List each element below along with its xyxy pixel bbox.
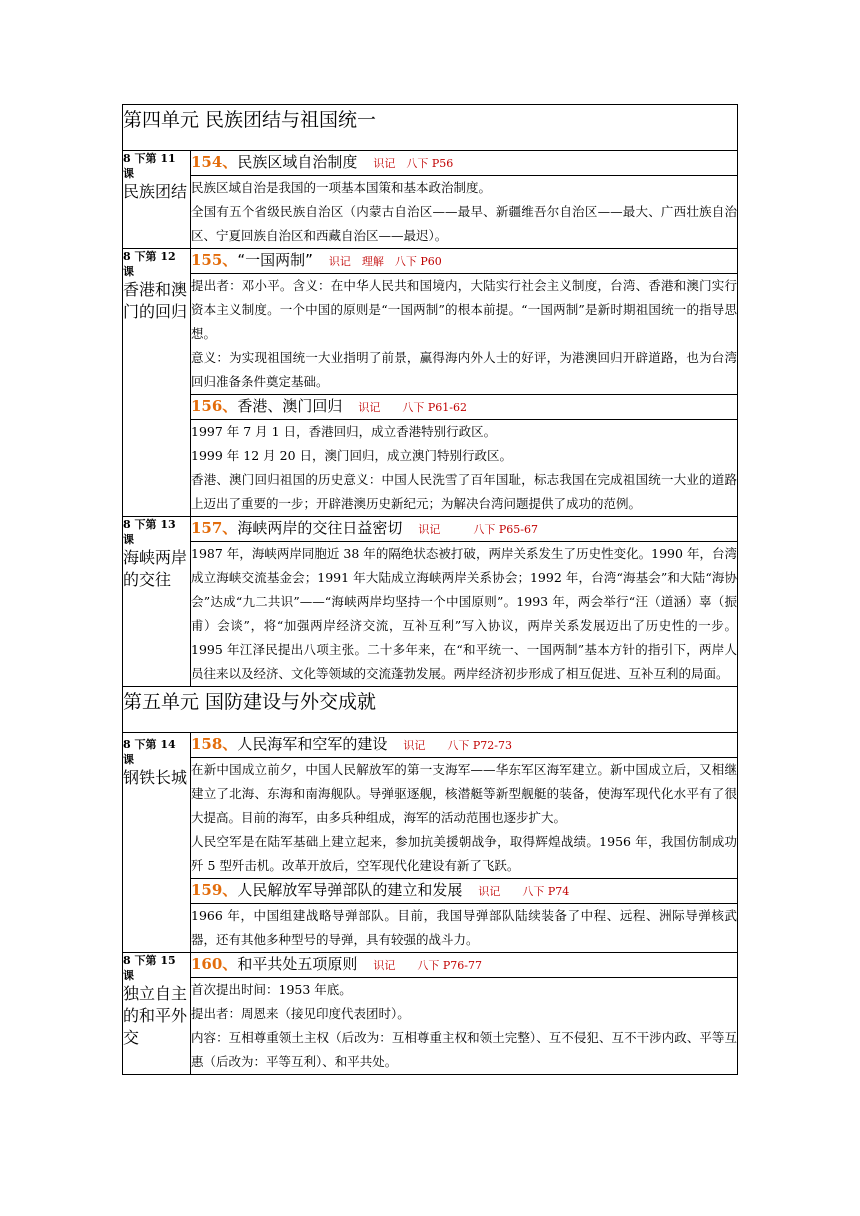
item-heading: [191, 151, 738, 176]
item-heading: [191, 733, 738, 758]
item-title: 人民解放军导弹部队的建立和发展: [237, 881, 463, 899]
item-tag: 识记 八下 P61-62: [358, 401, 467, 414]
item-heading: [191, 879, 738, 904]
item-title: 香港、澳门回归: [237, 397, 343, 415]
unit-title: 第五单元 国防建设与外交成就: [123, 687, 738, 733]
lesson-title: 独立自主的和平外交: [123, 984, 188, 1047]
item-heading: [191, 395, 738, 420]
lesson-number: 8 下第 11 课: [123, 152, 176, 180]
lesson-cell: [123, 151, 191, 249]
knowledge-table: [122, 104, 738, 1075]
content-line: 在新中国成立前夕，中国人民解放军的第一支海军——华东军区海军建立。新中国成立后，又相继建立了北海、东海和南海舰队。导弹驱逐舰，核潜艇等新型舰艇的装备，使海军现代化水平有了很大提高。目前的海军，由多兵种组成，海军的活动范围也逐步扩大。: [191, 762, 737, 825]
item-content: [191, 542, 738, 687]
item-tag: 识记 理解 八下 P60: [328, 255, 442, 268]
lesson-number: 8 下第 14 课: [123, 738, 176, 766]
item-heading: [191, 249, 738, 274]
unit-title: 第四单元 民族团结与祖国统一: [123, 105, 738, 151]
content-line: 1999 年 12 月 20 日，澳门回归，成立澳门特别行政区。: [191, 448, 512, 463]
item-number: 158、: [191, 735, 238, 753]
lesson-cell: [123, 733, 191, 953]
lesson-title: 海峡两岸的交往: [123, 548, 188, 589]
item-heading: [191, 517, 738, 542]
content-line: 意义：为实现祖国统一大业指明了前景，赢得海内外人士的好评，为港澳回归开辟道路，也为台湾回归准备条件奠定基础。: [191, 350, 737, 389]
content-line: 提出者：周恩来（接见印度代表团时）。: [191, 1006, 410, 1021]
item-content: [191, 176, 738, 249]
item-heading: [191, 953, 738, 978]
content-line: 1987 年，海峡两岸同胞近 38 年的隔绝状态被打破，两岸关系发生了历史性变化。1990 年，台湾成立海峡交流基金会；1991 年大陆成立海峡两岸关系协会；1992 年，台湾“海基会”和大陆“海协会”达成“九二共识”——“海峡两岸均坚持一个中国原则”。1993 年，两会举行“汪（道涵）辜（振甫）会谈”，将“加强两岸经济交流，互补互利”写入协议，两岸关系发展迈出了历史性的一步。1995 年江泽民提出八项主张。二十多年来，在“和平统一、一国两制”基本方针的指引下，两岸人员往来以及经济、文化等领域的交流蓬勃发展。两岸经济初步形成了相互促进、互补互利的局面。: [191, 546, 737, 681]
item-title: 人民海军和空军的建设: [237, 735, 388, 753]
lesson-cell: [123, 517, 191, 687]
content-line: 首次提出时间：1953 年底。: [191, 982, 352, 997]
lesson-title: 钢铁长城: [123, 768, 188, 787]
item-tag: 识记 八下 P65-67: [418, 523, 538, 536]
content-line: 全国有五个省级民族自治区（内蒙古自治区——最早、新疆维吾尔自治区——最大、广西壮族自治区、宁夏回族自治区和西藏自治区——最迟）。: [191, 204, 737, 243]
item-tag: 识记 八下 P76-77: [373, 959, 482, 972]
item-tag: 识记 八下 P56: [373, 157, 454, 170]
lesson-title: 民族团结: [123, 182, 188, 201]
item-number: 160、: [191, 955, 238, 973]
content-line: 人民空军是在陆军基础上建立起来，参加抗美援朝战争，取得辉煌战绩。1956 年，我国仿制成功歼 5 型歼击机。改革开放后，空军现代化建设有新了飞跃。: [191, 834, 737, 873]
lesson-cell: [123, 249, 191, 517]
item-content: [191, 758, 738, 879]
content-line: 民族区域自治是我国的一项基本国策和基本政治制度。: [191, 180, 492, 195]
item-title: 民族区域自治制度: [237, 153, 358, 171]
item-title: “一国两制”: [237, 251, 313, 269]
content-line: 内容：互相尊重领土主权（后改为：互相尊重主权和领土完整）、互不侵犯、互不干涉内政、平等互惠（后改为：平等互利）、和平共处。: [191, 1030, 737, 1069]
item-content: [191, 904, 738, 953]
content-line: 香港、澳门回归祖国的历史意义：中国人民洗雪了百年国耻，标志我国在完成祖国统一大业的道路上迈出了重要的一步；开辟港澳历史新纪元；为解决台湾问题提供了成功的范例。: [191, 472, 737, 511]
item-content: [191, 978, 738, 1075]
item-title: 海峡两岸的交往日益密切: [237, 519, 403, 537]
item-content: [191, 274, 738, 395]
item-number: 154、: [191, 153, 238, 171]
content-line: 1966 年，中国组建战略导弹部队。目前，我国导弹部队陆续装备了中程、远程、洲际导弹核武器，还有其他多种型号的导弹，具有较强的战斗力。: [191, 908, 737, 947]
item-number: 155、: [191, 251, 238, 269]
lesson-number: 8 下第 13 课: [123, 518, 176, 546]
unit-row: [123, 105, 738, 151]
unit-row: [123, 687, 738, 733]
item-title: 和平共处五项原则: [237, 955, 358, 973]
item-number: 159、: [191, 881, 238, 899]
lesson-title: 香港和澳门的回归: [123, 280, 188, 321]
lesson-number: 8 下第 15 课: [123, 954, 176, 982]
lesson-number: 8 下第 12 课: [123, 250, 176, 278]
item-tag: 识记 八下 P72-73: [403, 739, 512, 752]
content-line: 提出者：邓小平。含义：在中华人民共和国境内，大陆实行社会主义制度，台湾、香港和澳门实行资本主义制度。一个中国的原则是“一国两制”的根本前提。“一国两制”是新时期祖国统一的指导思想。: [191, 278, 737, 341]
item-content: [191, 420, 738, 517]
item-number: 156、: [191, 397, 238, 415]
content-line: 1997 年 7 月 1 日，香港回归，成立香港特别行政区。: [191, 424, 497, 439]
lesson-cell: [123, 953, 191, 1075]
item-number: 157、: [191, 519, 238, 537]
item-tag: 识记 八下 P74: [478, 885, 570, 898]
